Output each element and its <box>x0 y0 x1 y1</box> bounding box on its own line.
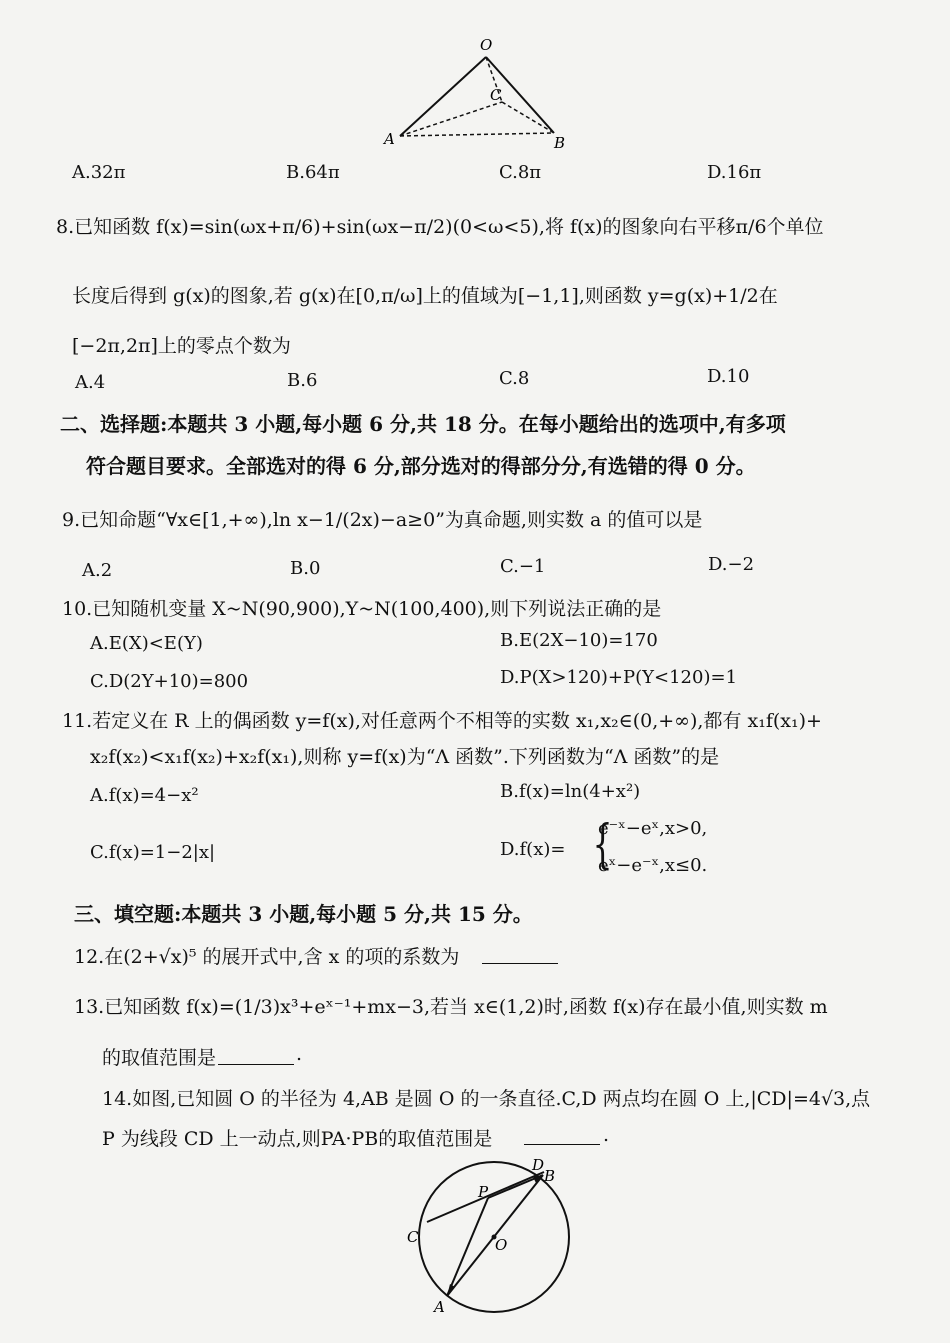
q10-option-a: A.E(X)<E(Y) <box>90 633 203 654</box>
q11-option-d-case2: eˣ−e⁻ˣ,x≤0. <box>598 855 708 876</box>
q10-text: 10.已知随机变量 X~N(90,900),Y~N(100,400),则下列说法正确的是 <box>62 598 662 620</box>
q13-end: . <box>296 1043 303 1065</box>
q7-option-a: A.32π <box>72 162 126 183</box>
section2-heading-line2: 符合题目要求。全部选对的得 6 分,部分选对的得部分分,有选错的得 0 分。 <box>86 454 756 478</box>
q14-end: . <box>603 1124 610 1146</box>
label-B: B <box>544 1167 556 1185</box>
q9-text: 9.已知命题“∀x∈[1,+∞),ln x−1/(2x)−a≥0”为真命题,则实数 a 的值可以是 <box>62 509 703 531</box>
q12-text: 12.在(2+√x)⁵ 的展开式中,含 x 的项的系数为 <box>74 946 460 968</box>
q11-option-b: B.f(x)=ln(4+x²) <box>500 781 641 802</box>
q9-option-a: A.2 <box>82 560 113 581</box>
label-D: D <box>532 1156 545 1174</box>
q7-option-b: B.64π <box>286 162 340 183</box>
q11-option-c: C.f(x)=1−2|x| <box>90 842 216 863</box>
section3-heading: 三、填空题:本题共 3 小题,每小题 5 分,共 15 分。 <box>74 902 533 926</box>
q13-answer-blank[interactable] <box>218 1064 294 1065</box>
label-B: B <box>554 134 566 152</box>
label-A: A <box>384 130 395 148</box>
q11-line1: 11.若定义在 R 上的偶函数 y=f(x),对任意两个不相等的实数 x₁,x₂∈(0,+∞),都有 x₁f(x₁)+ <box>62 710 822 732</box>
q9-option-b: B.0 <box>290 558 321 579</box>
q7-option-c: C.8π <box>499 162 542 183</box>
label-A: A <box>434 1298 445 1316</box>
q13-line1: 13.已知函数 f(x)=(1/3)x³+eˣ⁻¹+mx−3,若当 x∈(1,2)时,函数 f(x)存在最小值,则实数 m <box>74 996 828 1018</box>
section2-heading-line1: 二、选择题:本题共 3 小题,每小题 6 分,共 18 分。在每小题给出的选项中,有多项 <box>60 412 786 436</box>
q11-option-d: D.f(x)= <box>500 839 566 860</box>
q8-line1: 8.已知函数 f(x)=sin(ωx+π/6)+sin(ωx−π/2)(0<ω<5),将 f(x)的图象向右平移π/6个单位 <box>56 216 824 238</box>
q9-option-c: C.−1 <box>500 556 546 577</box>
q14-line2: P 为线段 CD 上一动点,则PA·PB的取值范围是 <box>102 1128 493 1150</box>
label-O: O <box>495 1236 508 1254</box>
q12-answer-blank[interactable] <box>482 963 558 964</box>
q11-line2: x₂f(x₂)<x₁f(x₂)+x₂f(x₁),则称 y=f(x)为“Λ 函数”.下列函数为“Λ 函数”的是 <box>90 746 720 768</box>
label-C: C <box>407 1228 419 1246</box>
q10-option-c: C.D(2Y+10)=800 <box>90 671 249 692</box>
label-P: P <box>478 1183 489 1201</box>
q10-option-b: B.E(2X−10)=170 <box>500 630 658 651</box>
label-O: O <box>480 36 493 54</box>
q7-option-d: D.16π <box>707 162 762 183</box>
q11-option-d-case1: e⁻ˣ−eˣ,x>0, <box>598 818 708 839</box>
circle-figure <box>400 1150 600 1320</box>
q11-option-a: A.f(x)=4−x² <box>90 785 199 806</box>
q8-line2: 长度后得到 g(x)的图象,若 g(x)在[0,π/ω]上的值域为[−1,1],则函数 y=g(x)+1/2在 <box>72 285 778 307</box>
q8-line3: [−2π,2π]上的零点个数为 <box>72 335 291 357</box>
q13-line2: 的取值范围是 <box>102 1047 217 1069</box>
q8-option-d: D.10 <box>707 366 750 387</box>
q8-option-c: C.8 <box>499 368 530 389</box>
q9-option-d: D.−2 <box>708 554 755 575</box>
q8-option-a: A.4 <box>75 372 106 393</box>
q10-option-d: D.P(X>120)+P(Y<120)=1 <box>500 667 738 688</box>
q14-line1: 14.如图,已知圆 O 的半径为 4,AB 是圆 O 的一条直径.C,D 两点均在圆 O 上,|CD|=4√3,点 <box>102 1088 871 1110</box>
q8-option-b: B.6 <box>287 370 318 391</box>
q11-option-d-brace: { <box>592 815 613 875</box>
q14-answer-blank[interactable] <box>524 1144 600 1145</box>
label-C: C <box>490 86 502 104</box>
pyramid-figure <box>370 30 580 155</box>
